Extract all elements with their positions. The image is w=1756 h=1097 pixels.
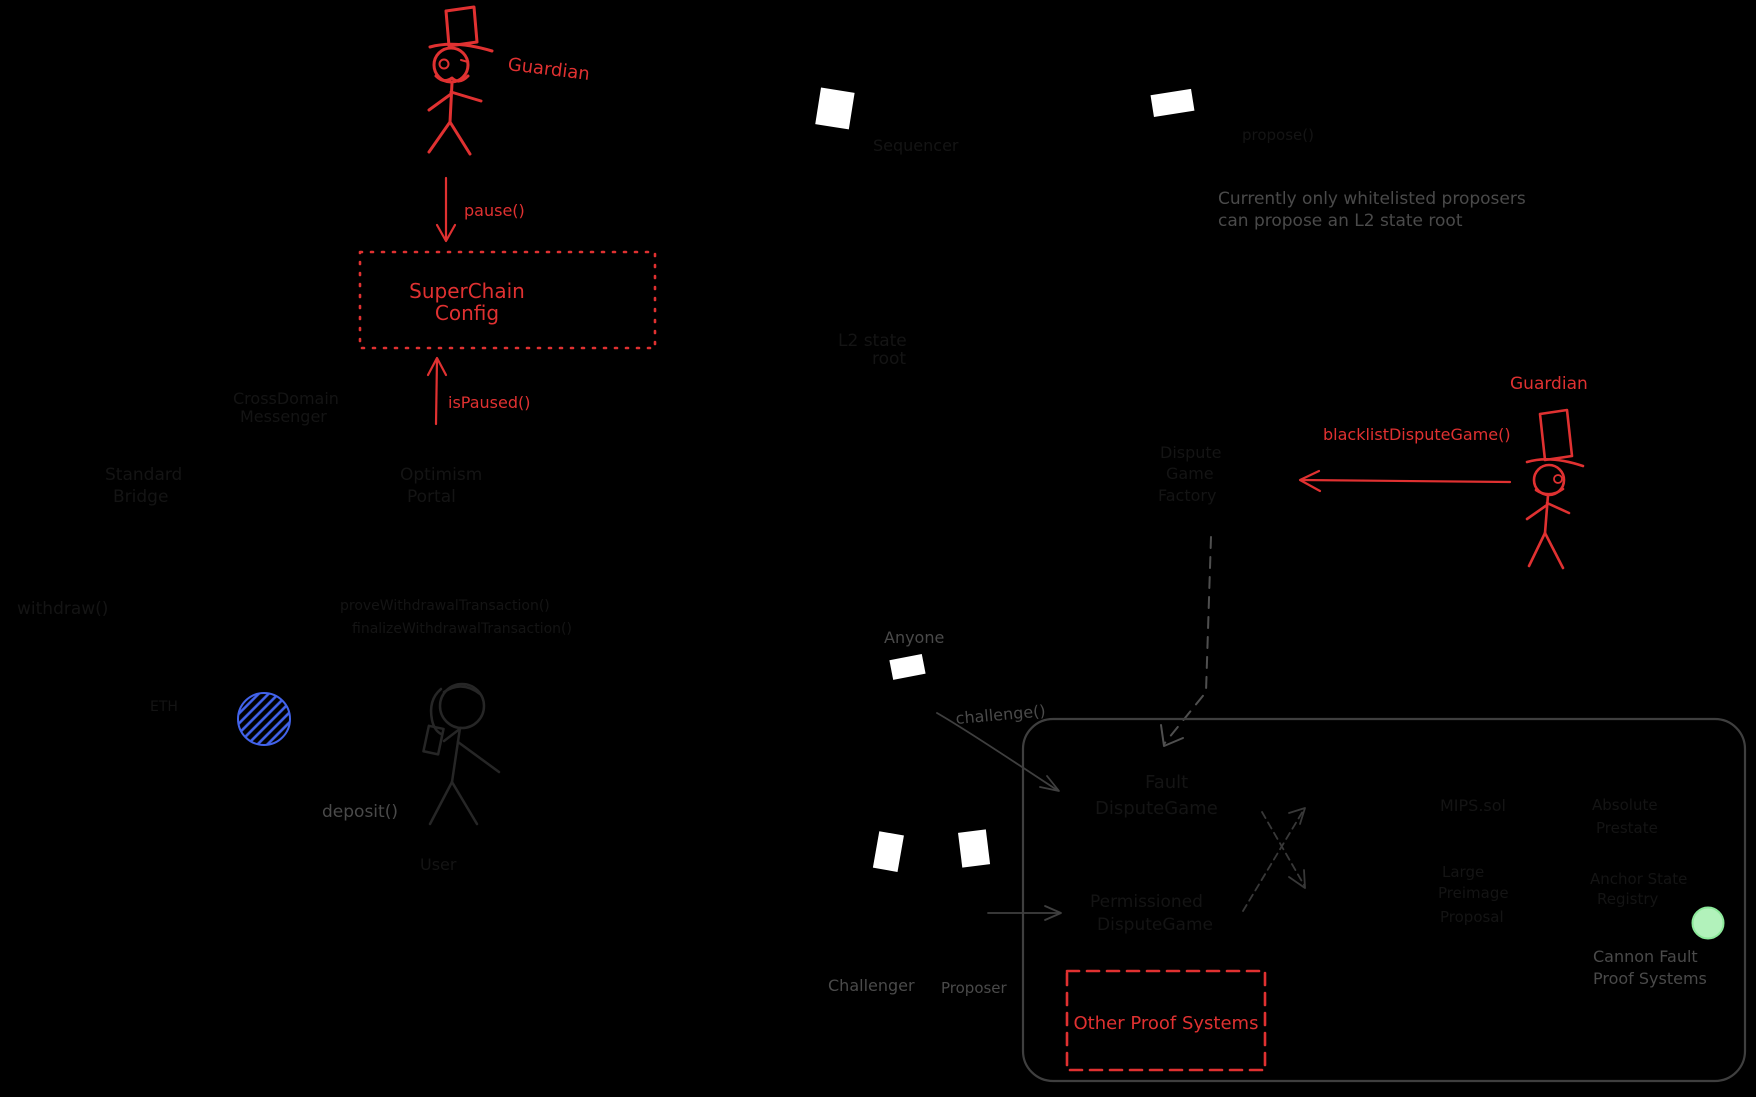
- blacklist-call-label: blacklistDisputeGame(): [1323, 425, 1511, 444]
- ispaused-arrow: [428, 358, 446, 424]
- challenger-paper-icon: [873, 831, 904, 872]
- whitelist-note-line1: Currently only whitelisted proposers: [1218, 189, 1526, 209]
- propose-faint-label: propose(): [1242, 126, 1314, 144]
- guardian-right-label: Guardian: [1510, 374, 1588, 394]
- prove-faint-2: finalizeWithdrawalTransaction(): [352, 621, 572, 637]
- portal-faint-2: Portal: [407, 487, 456, 507]
- anchor-faint-1: Anchor State: [1590, 870, 1688, 888]
- eth-coin-icon: [238, 693, 290, 745]
- messenger-faint-2: Messenger: [240, 407, 327, 426]
- fdg-faint-2: DisputeGame: [1095, 798, 1218, 819]
- prestate-faint-2: Prestate: [1596, 819, 1658, 837]
- pdg-faint-2: DisputeGame: [1097, 915, 1213, 935]
- fdg-faint-1: Fault: [1145, 772, 1189, 793]
- deposit-call-label: deposit(): [322, 802, 398, 822]
- anyone-paper-icon: [889, 654, 925, 680]
- mips-faint-label: MIPS.sol: [1440, 796, 1506, 815]
- state-root-faint-2: root: [872, 349, 907, 369]
- preimage-faint-3: Proposal: [1440, 908, 1504, 926]
- proposer-paper-icon: [958, 829, 990, 867]
- guardian-top-icon: [429, 7, 492, 154]
- proposer-arrow: [988, 906, 1061, 920]
- user-figure-icon: [423, 684, 499, 824]
- eth-faint-label: ETH: [150, 699, 178, 715]
- portal-faint-1: Optimism: [400, 465, 483, 485]
- preimage-faint-1: Large: [1442, 863, 1485, 881]
- cannon-green-dot: [1693, 908, 1724, 939]
- bridge-faint-1: Standard: [105, 465, 183, 485]
- challenger-label: Challenger: [828, 976, 915, 995]
- state-root-paper-icon: [815, 88, 854, 130]
- blacklist-arrow: [1300, 471, 1510, 491]
- factory-faint-3: Factory: [1158, 486, 1217, 505]
- prove-faint-1: proveWithdrawalTransaction(): [340, 598, 550, 614]
- user-faint-label: User: [420, 855, 457, 874]
- sequencer-faint-label: Sequencer: [873, 136, 959, 155]
- pause-arrow: [437, 178, 455, 241]
- superchain-config-line1: SuperChain: [409, 279, 525, 303]
- state-root-faint-1: L2 state: [838, 331, 907, 351]
- game-vm-dashed-arrows: [1243, 811, 1304, 911]
- anyone-label: Anyone: [884, 628, 945, 647]
- proposed-root-paper-icon: [1151, 89, 1195, 117]
- factory-faint-1: Dispute: [1160, 443, 1222, 462]
- pdg-faint-1: Permissioned: [1090, 892, 1203, 912]
- pause-call-label: pause(): [464, 201, 525, 220]
- other-proof-systems-label: Other Proof Systems: [1073, 1013, 1259, 1034]
- prestate-faint-1: Absolute: [1592, 796, 1658, 814]
- cannon-label-line1: Cannon Fault: [1593, 947, 1698, 966]
- withdraw-faint-label: withdraw(): [17, 599, 109, 619]
- factory-faint-2: Game: [1166, 464, 1214, 483]
- challenge-arrow: [937, 713, 1059, 791]
- create-dashed-arrow: [1164, 537, 1211, 744]
- game-vm-arrowheads: [1289, 808, 1305, 888]
- proposer-label: Proposer: [941, 979, 1007, 997]
- superchain-config-line2: Config: [434, 301, 500, 325]
- challenge-call-label: challenge(): [954, 701, 1047, 728]
- anchor-faint-2: Registry: [1597, 890, 1659, 908]
- guardian-right-icon: [1527, 410, 1583, 568]
- preimage-faint-2: Preimage: [1438, 884, 1509, 902]
- guardian-top-label: Guardian: [506, 54, 591, 85]
- whitelist-note-line2: can propose an L2 state root: [1218, 211, 1463, 231]
- cannon-label-line2: Proof Systems: [1593, 969, 1707, 988]
- ispaused-call-label: isPaused(): [448, 393, 531, 412]
- messenger-faint-1: CrossDomain: [233, 389, 339, 408]
- bridge-faint-2: Bridge: [113, 487, 169, 507]
